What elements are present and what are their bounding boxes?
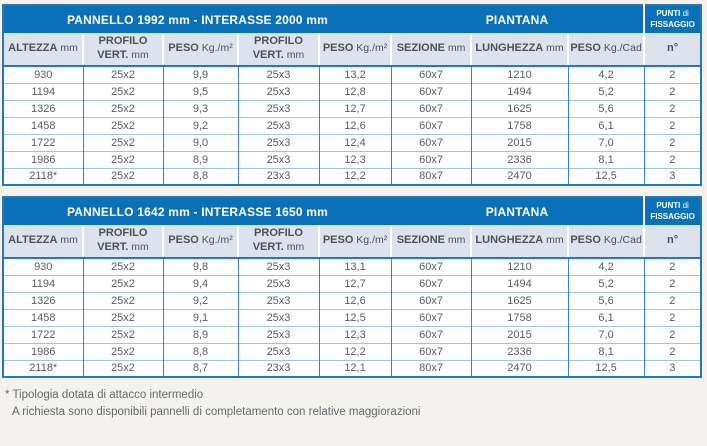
column-header-lunghezza: LUNGHEZZA mm: [471, 225, 568, 258]
table-cell: 2470: [471, 168, 568, 185]
column-header-sezione: SEZIONE mm: [391, 33, 471, 66]
footnotes: [5, 387, 702, 422]
table-cell: 25x3: [238, 292, 319, 309]
table-cell: 25x3: [238, 275, 319, 292]
table-cell: 1494: [471, 275, 568, 292]
table-cell: 9,8: [163, 258, 238, 275]
table-cell: 12,5: [319, 309, 391, 326]
table-cell: 8,8: [163, 343, 238, 360]
table-cell: 2015: [471, 326, 568, 343]
table-cell: 9,1: [163, 309, 238, 326]
table-cell: 25x2: [83, 100, 163, 117]
table-cell: 25x2: [83, 66, 163, 83]
table-cell: 9,3: [163, 100, 238, 117]
table-cell: 2: [644, 66, 701, 83]
table-cell: 1625: [471, 100, 568, 117]
table-cell: 12,8: [319, 83, 391, 100]
column-header-row: [3, 225, 701, 258]
column-header-altezza: ALTEZZA mm: [3, 225, 83, 258]
table-cell: 60x7: [391, 66, 471, 83]
column-header-profilo-vert-1: PROFILO VERT. mm: [83, 225, 163, 258]
table-cell: 2470: [471, 360, 568, 377]
column-header-sezione: SEZIONE mm: [391, 225, 471, 258]
panel-title: PANNELLO 1992 mm - INTERASSE 2000 mm: [3, 5, 391, 33]
table-cell: 1458: [3, 309, 83, 326]
table-cell: 9,0: [163, 134, 238, 151]
column-header-peso-m2-2: PESO Kg./m²: [319, 225, 391, 258]
table-cell: 25x3: [238, 117, 319, 134]
table-cell: 12,2: [319, 168, 391, 185]
table-cell: 1210: [471, 258, 568, 275]
table-row: [3, 100, 701, 117]
table-cell: 4,2: [568, 258, 644, 275]
table-cell: 4,2: [568, 66, 644, 83]
table-cell: 12,2: [319, 343, 391, 360]
column-header-lunghezza: LUNGHEZZA mm: [471, 33, 568, 66]
table-cell: 25x3: [238, 134, 319, 151]
table-cell: 25x2: [83, 83, 163, 100]
table-cell: 25x3: [238, 343, 319, 360]
table-cell: 8,1: [568, 151, 644, 168]
column-header-peso-m2-1: PESO Kg./m²: [163, 225, 238, 258]
column-header-profilo-vert-2: PROFILO VERT. mm: [238, 225, 319, 258]
table-cell: 13,1: [319, 258, 391, 275]
column-header-profilo-vert-2: PROFILO VERT. mm: [238, 33, 319, 66]
table-cell: 60x7: [391, 309, 471, 326]
table-cell: 60x7: [391, 100, 471, 117]
punti-di-label: di: [680, 201, 689, 211]
table-cell: 60x7: [391, 292, 471, 309]
panel-title: PANNELLO 1642 mm - INTERASSE 1650 mm: [3, 197, 391, 225]
table-cell: 5,2: [568, 275, 644, 292]
table-cell: 25x2: [83, 360, 163, 377]
column-header-peso-m2-1: PESO Kg./m²: [163, 33, 238, 66]
table-cell: 2: [644, 83, 701, 100]
table-cell: 25x2: [83, 258, 163, 275]
table-cell: 25x3: [238, 309, 319, 326]
footnote-line: A richiesta sono disponibili pannelli di completamento con relative maggiorazioni: [12, 406, 421, 419]
column-header-peso-cad: PESO Kg./Cad: [568, 225, 644, 258]
table-cell: 60x7: [391, 258, 471, 275]
table-cell: 12,5: [568, 168, 644, 185]
table-cell: 9,9: [163, 66, 238, 83]
table-cell: 1758: [471, 117, 568, 134]
table-cell: 1194: [3, 83, 83, 100]
table-cell: 25x3: [238, 66, 319, 83]
column-header-row: [3, 33, 701, 66]
table-cell: 60x7: [391, 343, 471, 360]
table-cell: 12,7: [319, 275, 391, 292]
table-cell: 8,8: [163, 168, 238, 185]
table-cell: 6,1: [568, 309, 644, 326]
table-cell: 8,7: [163, 360, 238, 377]
table-cell: 1758: [471, 309, 568, 326]
piantana-title: PIANTANA: [391, 5, 644, 33]
table-cell: 25x2: [83, 117, 163, 134]
table-cell: 8,9: [163, 326, 238, 343]
fissaggio-label: FISSAGGIO: [650, 211, 695, 221]
table-cell: 60x7: [391, 117, 471, 134]
table-cell: 25x2: [83, 275, 163, 292]
table-cell: 1722: [3, 326, 83, 343]
table-cell: 12,3: [319, 151, 391, 168]
table-cell: 1458: [3, 117, 83, 134]
table-cell: 2336: [471, 151, 568, 168]
table-cell: 1986: [3, 151, 83, 168]
column-header-profilo-vert-1: PROFILO VERT. mm: [83, 33, 163, 66]
table-cell: 1722: [3, 134, 83, 151]
table-cell: 2: [644, 258, 701, 275]
table-cell: 2015: [471, 134, 568, 151]
table-cell: 60x7: [391, 275, 471, 292]
column-header-punti-n: n°: [644, 33, 701, 66]
table-cell: 25x2: [83, 134, 163, 151]
table-row: [3, 326, 701, 343]
piantana-title: PIANTANA: [391, 197, 644, 225]
table-cell: 12,3: [319, 326, 391, 343]
table-cell: 9,4: [163, 275, 238, 292]
column-header-punti-n: n°: [644, 225, 701, 258]
table-cell: 2: [644, 309, 701, 326]
table-cell: 5,2: [568, 83, 644, 100]
table-row: [3, 292, 701, 309]
table-cell: 8,9: [163, 151, 238, 168]
table-cell: 25x3: [238, 151, 319, 168]
table-row: [3, 66, 701, 83]
table-cell: 12,1: [319, 360, 391, 377]
table-cell: 1625: [471, 292, 568, 309]
table-cell: 2118*: [3, 168, 83, 185]
table-cell: 9,2: [163, 292, 238, 309]
table-cell: 2: [644, 275, 701, 292]
spec-table-pannello-1642: [2, 196, 702, 378]
table-cell: 2336: [471, 343, 568, 360]
table-row: [3, 151, 701, 168]
table-cell: 25x2: [83, 309, 163, 326]
table-cell: 25x2: [83, 343, 163, 360]
table-cell: 7,0: [568, 326, 644, 343]
table-cell: 2: [644, 151, 701, 168]
table-row: [3, 275, 701, 292]
table-cell: 3: [644, 168, 701, 185]
table-row: [3, 343, 701, 360]
table-cell: 2: [644, 100, 701, 117]
column-header-peso-cad: PESO Kg./Cad: [568, 33, 644, 66]
column-header-peso-m2-2: PESO Kg./m²: [319, 33, 391, 66]
table-cell: 23x3: [238, 360, 319, 377]
table-row: [3, 117, 701, 134]
table-row: [3, 309, 701, 326]
table-cell: 13,2: [319, 66, 391, 83]
table-row: [3, 258, 701, 275]
table-cell: 60x7: [391, 326, 471, 343]
table-row: [3, 360, 701, 377]
punti-bold-label: PUNTI: [656, 9, 681, 19]
table-cell: 12,6: [319, 292, 391, 309]
table-cell: 9,2: [163, 117, 238, 134]
punti-fissaggio-label: [644, 5, 701, 33]
table-cell: 930: [3, 258, 83, 275]
table-row: [3, 83, 701, 100]
punti-bold-label: PUNTI: [656, 201, 681, 211]
table-cell: 25x3: [238, 326, 319, 343]
table-cell: 9,5: [163, 83, 238, 100]
group-header-row: [3, 5, 701, 33]
footnote-line: * Tipologia dotata di attacco intermedio: [5, 389, 204, 401]
group-header-row: [3, 197, 701, 225]
table-row: [3, 134, 701, 151]
table-cell: 1326: [3, 292, 83, 309]
table-cell: 25x2: [83, 168, 163, 185]
table-cell: 1326: [3, 100, 83, 117]
table-cell: 1986: [3, 343, 83, 360]
table-cell: 5,6: [568, 100, 644, 117]
table-cell: 2118*: [3, 360, 83, 377]
table-cell: 12,4: [319, 134, 391, 151]
table-cell: 1494: [471, 83, 568, 100]
table-cell: 2: [644, 134, 701, 151]
table-cell: 5,6: [568, 292, 644, 309]
table-cell: 25x2: [83, 292, 163, 309]
table-cell: 1210: [471, 66, 568, 83]
table-cell: 12,7: [319, 100, 391, 117]
fissaggio-label: FISSAGGIO: [650, 19, 695, 29]
table-cell: 2: [644, 117, 701, 134]
table-cell: 7,0: [568, 134, 644, 151]
spec-table-pannello-1992: [2, 4, 702, 186]
table-cell: 23x3: [238, 168, 319, 185]
table-cell: 25x3: [238, 100, 319, 117]
table-cell: 8,1: [568, 343, 644, 360]
table-cell: 25x2: [83, 326, 163, 343]
table-cell: 60x7: [391, 134, 471, 151]
table-cell: 60x7: [391, 151, 471, 168]
table-cell: 2: [644, 343, 701, 360]
table-cell: 25x3: [238, 258, 319, 275]
table-cell: 1194: [3, 275, 83, 292]
table-row: [3, 168, 701, 185]
table-cell: 25x3: [238, 83, 319, 100]
table-cell: 2: [644, 326, 701, 343]
column-header-altezza: ALTEZZA mm: [3, 33, 83, 66]
table-cell: 930: [3, 66, 83, 83]
table-cell: 12,5: [568, 360, 644, 377]
table-cell: 80x7: [391, 168, 471, 185]
table-cell: 6,1: [568, 117, 644, 134]
table-cell: 3: [644, 360, 701, 377]
table-cell: 25x2: [83, 151, 163, 168]
table-cell: 2: [644, 292, 701, 309]
punti-di-label: di: [680, 9, 689, 19]
table-cell: 60x7: [391, 83, 471, 100]
table-cell: 80x7: [391, 360, 471, 377]
table-cell: 12,6: [319, 117, 391, 134]
punti-fissaggio-label: [644, 197, 701, 225]
